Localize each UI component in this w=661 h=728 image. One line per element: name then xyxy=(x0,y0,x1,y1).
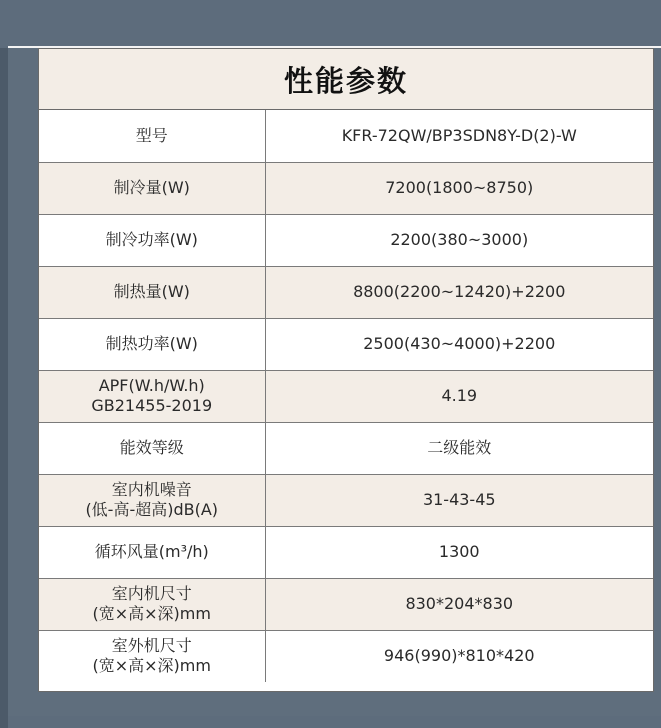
spec-label-cell xyxy=(39,422,265,474)
spec-label-cell xyxy=(39,266,265,318)
spec-label-cell xyxy=(39,578,265,630)
spec-label-cell xyxy=(39,370,265,422)
spec-label: 制热量(W) xyxy=(113,282,190,301)
spec-label: 制冷功率(W) xyxy=(105,230,198,249)
spec-label-cell xyxy=(39,110,265,162)
spec-row xyxy=(39,162,653,214)
spec-label-cell xyxy=(39,630,265,682)
spec-value: 830*204*830 xyxy=(265,578,653,630)
spec-label: 室外机尺寸 xyxy=(111,636,192,656)
spec-label-cell xyxy=(39,162,265,214)
spec-value: 946(990)*810*420 xyxy=(265,630,653,682)
spec-label: 循环风量(m³/h) xyxy=(94,542,209,561)
spec-label: APF(W.h/W.h) xyxy=(98,376,205,395)
left-edge xyxy=(0,48,8,728)
spec-row xyxy=(39,370,653,422)
spec-row xyxy=(39,110,653,162)
spec-row xyxy=(39,630,653,682)
spec-label: (宽×高×深)mm xyxy=(92,656,211,676)
spec-row xyxy=(39,318,653,370)
spec-label-cell xyxy=(39,474,265,526)
spec-row xyxy=(39,578,653,630)
spec-value: 1300 xyxy=(265,526,653,578)
spec-value: 2200(380~3000) xyxy=(265,214,653,266)
spec-label: 能效等级 xyxy=(119,438,184,457)
spec-table xyxy=(39,110,653,682)
spec-value: 二级能效 xyxy=(265,422,653,474)
spec-sheet xyxy=(38,48,654,692)
spec-value: 4.19 xyxy=(265,370,653,422)
spec-row xyxy=(39,422,653,474)
spec-row xyxy=(39,526,653,578)
spec-value: 2500(430~4000)+2200 xyxy=(265,318,653,370)
top-band xyxy=(0,0,661,46)
spec-label: (低-高-超高)dB(A) xyxy=(85,500,219,519)
spec-value: 7200(1800~8750) xyxy=(265,162,653,214)
spec-label: (宽×高×深)mm xyxy=(92,604,211,623)
spec-title: 性能参数 xyxy=(39,49,653,110)
spec-label: 制热功率(W) xyxy=(105,334,198,353)
spec-label: 室内机尺寸 xyxy=(111,584,192,603)
spec-label: 室内机噪音 xyxy=(111,480,192,499)
spec-value: KFR-72QW/BP3SDN8Y-D(2)-W xyxy=(341,125,577,145)
spec-label: GB21455-2019 xyxy=(91,396,213,415)
spec-label: 制冷量(W) xyxy=(113,178,190,197)
spec-row xyxy=(39,266,653,318)
spec-label-cell xyxy=(39,318,265,370)
spec-value: 31-43-45 xyxy=(265,474,653,526)
spec-value: 8800(2200~12420)+2200 xyxy=(265,266,653,318)
spec-label-cell xyxy=(39,214,265,266)
spec-label-cell xyxy=(39,526,265,578)
spec-row xyxy=(39,474,653,526)
spec-row xyxy=(39,214,653,266)
spec-label: 型号 xyxy=(135,125,168,145)
